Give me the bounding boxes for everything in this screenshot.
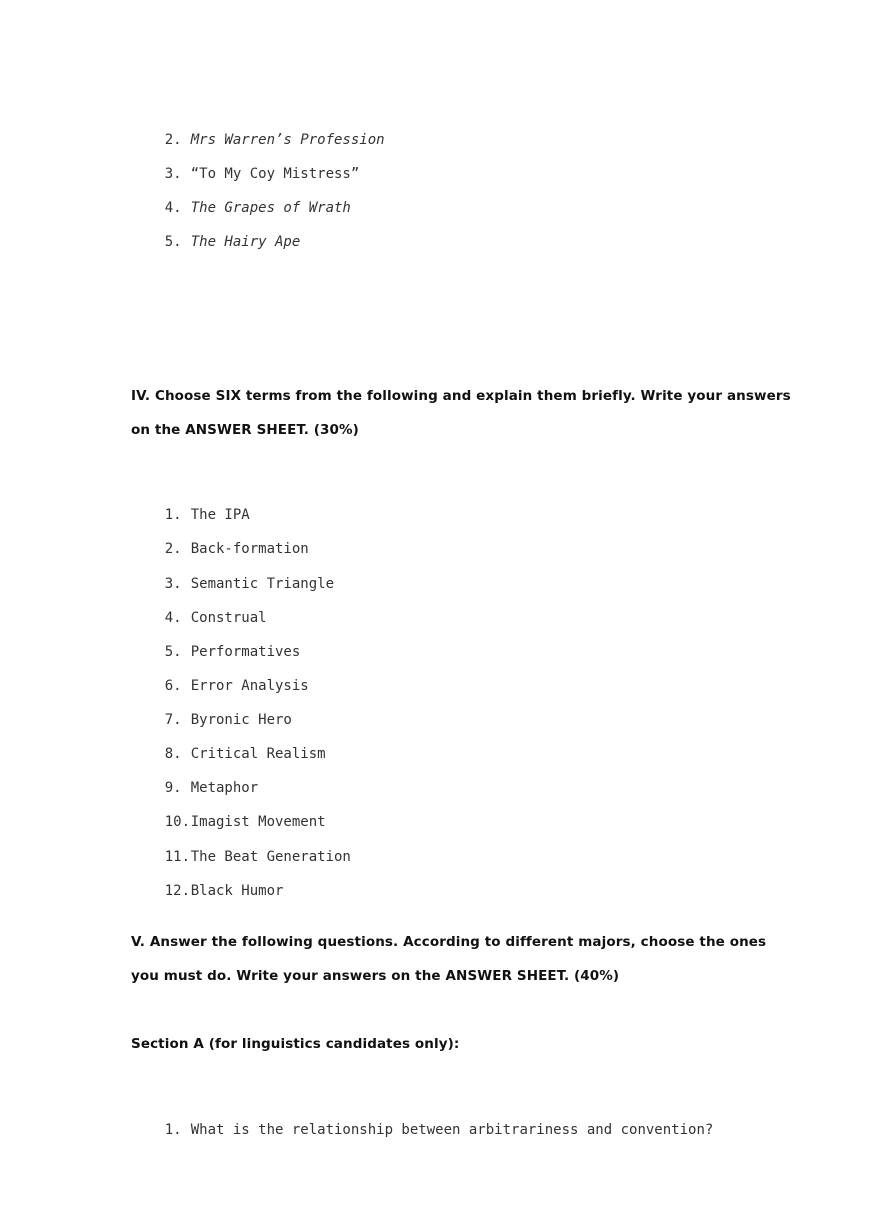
section-v-heading-line2: you must do. Write your answers on the ANSWER SHEET. (40%) <box>131 968 620 984</box>
item-number: 5. <box>164 234 182 250</box>
item-number: 3. <box>164 166 182 182</box>
term-text: Metaphor <box>190 780 259 796</box>
item-number: 4. <box>164 200 182 216</box>
term-text: Performatives <box>190 644 301 660</box>
term-text: The Beat Generation <box>190 849 351 865</box>
item-number: 6. <box>164 678 182 694</box>
term-text: Black Humor <box>190 883 284 899</box>
list-item <box>131 215 300 269</box>
work-title: The Grapes of Wrath <box>190 200 351 216</box>
term-text: Imagist Movement <box>190 814 326 830</box>
item-number: 7. <box>164 712 182 728</box>
item-number: 8. <box>164 746 182 762</box>
item-number: 3. <box>164 576 182 592</box>
item-number: 1. <box>164 1122 182 1138</box>
question-text: What is the relationship between arbitrariness and convention? <box>190 1122 714 1138</box>
work-title: The Hairy Ape <box>190 234 301 250</box>
work-title: “To My Coy Mistress” <box>190 166 360 182</box>
section-a-title: Section A (for linguistics candidates only): <box>131 1036 460 1052</box>
work-title: Mrs Warren’s Profession <box>190 132 385 148</box>
item-number: 1. <box>164 507 182 523</box>
term-item <box>131 864 283 918</box>
item-number: 4. <box>164 610 182 626</box>
term-text: Byronic Hero <box>190 712 292 728</box>
term-text: Error Analysis <box>190 678 309 694</box>
item-number: 9. <box>164 780 182 796</box>
item-number: 2. <box>164 132 182 148</box>
question-item <box>131 1103 713 1157</box>
item-number: 10. <box>164 814 191 830</box>
section-iv-heading-line2: on the ANSWER SHEET. (30%) <box>131 422 359 438</box>
term-text: Construal <box>190 610 267 626</box>
item-number: 12. <box>164 883 191 899</box>
section-iv-heading-line1: IV. Choose SIX terms from the following and explain them briefly. Write your answers <box>131 388 791 404</box>
section-v-heading-line1: V. Answer the following questions. According to different majors, choose the ones <box>131 934 767 950</box>
term-text: The IPA <box>190 507 250 523</box>
term-text: Semantic Triangle <box>190 576 335 592</box>
item-number: 2. <box>164 541 182 557</box>
term-text: Critical Realism <box>190 746 326 762</box>
item-number: 11. <box>164 849 191 865</box>
term-text: Back-formation <box>190 541 309 557</box>
item-number: 5. <box>164 644 182 660</box>
